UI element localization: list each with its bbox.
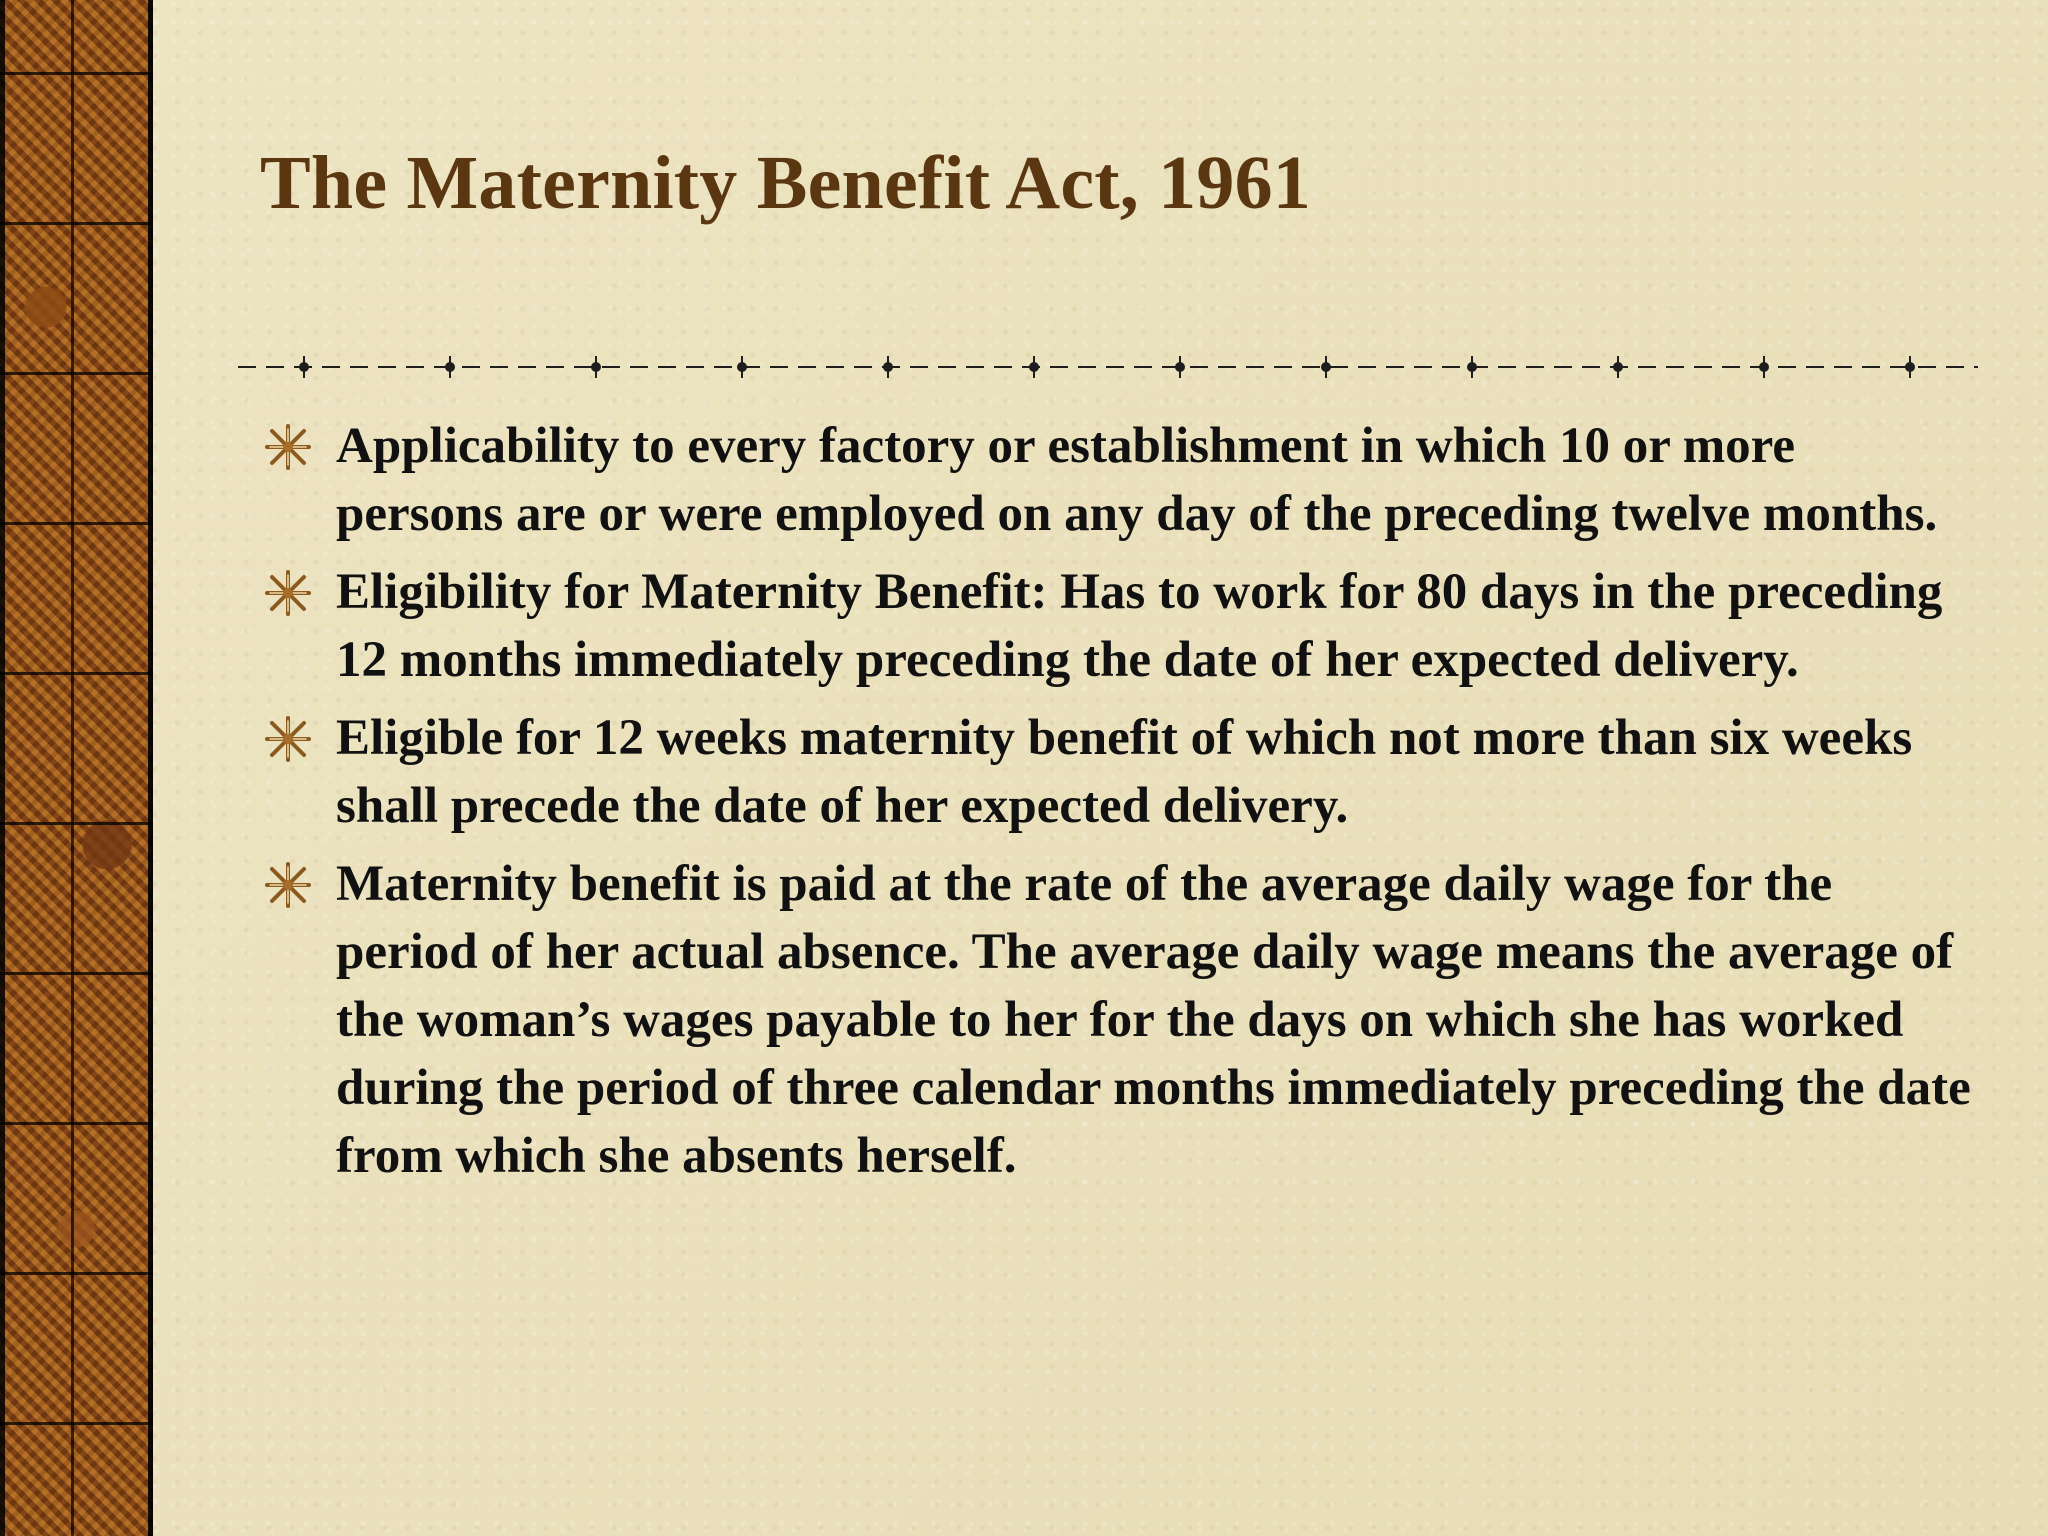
bullet-text: Eligible for 12 weeks maternity benefit of which not more than six weeks shall precede the date of her expected delivery.: [336, 710, 1913, 834]
bullet-text: Maternity benefit is paid at the rate of the average daily wage for the period of her actual absence. The average daily wage means the average of the woman’s wages payable to her for the days on which she has worked during the period of three calendar months immediately preceding the date from which she absents herself.: [336, 856, 1971, 1184]
bullet-applicability: [264, 412, 1974, 548]
starburst-icon: [264, 423, 312, 471]
bullet-list: [264, 412, 1974, 1190]
bullet-payment-rate: [264, 850, 1974, 1190]
bullet-benefit-duration: [264, 704, 1974, 840]
slide-content: [264, 412, 1974, 1200]
slide-title: The Maternity Benefit Act, 1961: [260, 141, 1311, 225]
starburst-icon: [264, 569, 312, 617]
bullet-text: Eligibility for Maternity Benefit: Has to work for 80 days in the preceding 12 months immediately preceding the date of her expected delivery.: [336, 564, 1943, 688]
bullet-eligibility: [264, 558, 1974, 694]
left-decorative-border: [0, 0, 153, 1536]
dashed-divider: [238, 356, 1978, 378]
bullet-text: Applicability to every factory or establishment in which 10 or more persons are or were employed on any day of the preceding twelve months.: [336, 418, 1938, 542]
divider-pattern: [238, 356, 1978, 378]
starburst-icon: [264, 715, 312, 763]
starburst-icon: [264, 861, 312, 909]
